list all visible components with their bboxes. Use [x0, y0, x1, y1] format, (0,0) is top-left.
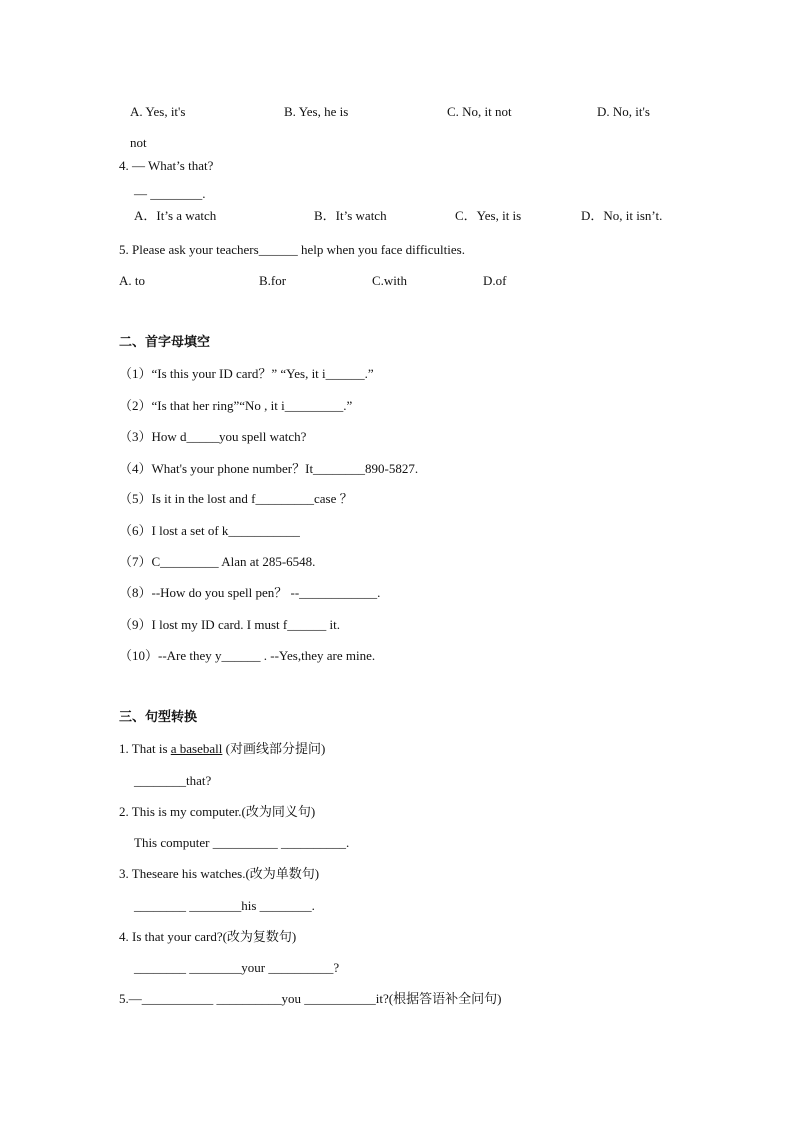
section3-q4: 4. Is that your card?(改为复数句) [119, 929, 297, 944]
q3-option-a: A. Yes, it's [130, 104, 186, 119]
section2-item-9: （9）I lost my ID card. I must f______ it. [119, 617, 340, 632]
section3-q1-underlined: a baseball [170, 741, 223, 756]
q5-option-a: A. to [119, 273, 145, 288]
q5-option-d: D.of [483, 273, 507, 288]
section3-title: 三、句型转换 [119, 710, 198, 725]
q3-option-c: C. No, it not [447, 104, 512, 119]
q4-option-d: D．No, it isn’t. [581, 208, 663, 223]
section2-item-3: （3）How d_____you spell watch? [119, 429, 307, 444]
q4-option-b: B．It’s watch [314, 208, 387, 223]
section2-item-7: （7）C_________ Alan at 285-6548. [119, 554, 316, 569]
q5-stem: 5. Please ask your teachers______ help when you face difficulties. [119, 242, 465, 257]
section3-q1 [119, 741, 325, 757]
section2-item-6: （6）I lost a set of k___________ [119, 523, 300, 538]
section3-q1-prefix: 1. That is [119, 741, 171, 756]
q5-option-c: C.with [372, 273, 408, 288]
section2-item-8: （8）--How do you spell pen？ --____________. [119, 585, 381, 600]
section2-item-10: （10）--Are they y______ . --Yes,they are mine. [119, 648, 376, 663]
section2-item-2: （2）“Is that her ring”“No , it i_________.” [119, 398, 353, 413]
section2-item-5: （5）Is it in the lost and f_________case ？ [119, 491, 353, 506]
q3-option-d: D. No, it's [597, 104, 650, 119]
section2-item-1: （1）“Is this your ID card？” “Yes, it i______.” [119, 366, 374, 381]
q3-option-d-continued: not [130, 135, 147, 150]
section2-title: 二、首字母填空 [119, 335, 211, 350]
q4-option-a: A．It’s a watch [134, 208, 217, 223]
section2-item-4: （4）What's your phone number？It________890-5827. [119, 461, 419, 476]
section3-q1-suffix: (对画线部分提问) [222, 741, 326, 756]
section3-q1-answer: ________that? [134, 773, 212, 788]
section3-q2: 2. This is my computer.(改为同义句) [119, 804, 316, 819]
section3-q3-answer: ________ ________his ________. [134, 898, 315, 913]
section3-q2-answer: This computer __________ __________. [134, 835, 350, 850]
q5-option-b: B.for [259, 273, 287, 288]
section3-q3: 3. Theseare his watches.(改为单数句) [119, 866, 320, 881]
q4-answer-line: — ________. [134, 186, 206, 201]
q3-option-b: B. Yes, he is [284, 104, 349, 119]
q4-option-c: C．Yes, it is [455, 208, 522, 223]
section3-q4-answer: ________ ________your __________? [134, 960, 340, 975]
q4-stem: 4. — What’s that? [119, 158, 214, 173]
section3-q5: 5.—___________ __________you ___________it?(根据答语补全问句) [119, 991, 502, 1006]
